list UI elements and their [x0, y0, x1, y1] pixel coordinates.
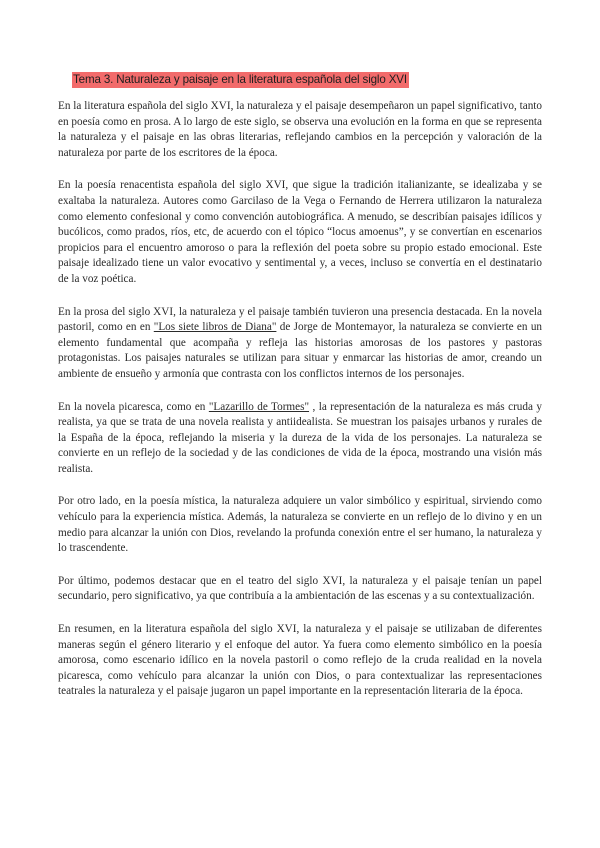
- paragraph-summary: En resumen, en la literatura española del siglo XVI, la naturaleza y el paisaje se utilizaban de diferentes maneras según el género literario y el enfoque del autor. Ya fuera como elemento simbólico en la poesía amorosa, como escenario idílico en la novela pastoril o como reflejo de la cruda realidad en la novela picaresca, como vehículo para alcanzar la unión con Dios, o para contextualizar las representaciones teatrales la naturaleza y el paisaje jugaron un papel importante en la representación literaria de la época.: [58, 623, 542, 698]
- paragraph-renaissance-poetry: En la poesía renacentista española del siglo XVI, que sigue la tradición italianizante, se idealizaba y se exaltaba la naturaleza. Autores como Garcilaso de la Vega o Fernando de Herrera utilizaron la naturaleza como elemento confesional y como convención autobiográfica. A menudo, se describían paisajes idílicos y bucólicos, como prados, ríos, etc, de acuerdo con el tópico “locus amoenus”, y se convertían en escenarios propicios para el encuentro amoroso o para la reflexión del poeta sobre su propio estado emocional. Este paisaje idealizado tiene un valor evocativo y sentimental y, a veces, incluso se convertía en el destinatario de la voz poética.: [58, 179, 542, 285]
- paragraph-picaresque-novel: [58, 400, 542, 478]
- paragraph-mystic-poetry: Por otro lado, en la poesía mística, la naturaleza adquiere un valor simbólico y espiritual, sirviendo como vehículo para la experiencia mística. Además, la naturaleza se convierte en un reflejo de lo divino y en un medio para alcanzar la unión con Dios, revelando la profunda conexión entre el ser humano, la naturaleza y lo trascendente.: [58, 495, 542, 555]
- lazarillo-book-reference: "Lazarillo de Tormes": [208, 400, 310, 413]
- pastoral-text-after: de Jorge de Montemayor, la naturaleza se convierte en un elemento fundamental que acompaña y refleja las historias amorosas de los pastores y pastoras protagonistas. Los paisajes naturales se utilizan para situar y enmarcar las historias de amor, creando un ambiente de ensueño y armonía que contrasta con los conflictos internos de los personajes.: [58, 321, 543, 380]
- diana-book-reference: "Los siete libros de Diana": [153, 321, 277, 334]
- document-body: [58, 99, 542, 700]
- pastoral-text-before: En la prosa del siglo XVI, la naturaleza y el paisaje también tuvieron una presencia destacada. En la novela pastoril, como en en: [58, 305, 542, 334]
- paragraph-theatre: Por último, podemos destacar que en el teatro del siglo XVI, la naturaleza y el paisaje tenían un papel secundario, pero significativo, ya que contribuía a la ambientación de las escenas y a su contextualización.: [58, 574, 542, 603]
- picaresque-text-after: , la representación de la naturaleza es más cruda y realista, ya que se trata de una novela realista y antiidealista. Se muestran los paisajes urbanos y rurales de la España de la época, reflejando la miseria y la dureza de la vida de los personajes. La naturaleza se convierte en un reflejo de la sociedad y de las condiciones de vida de la época, mostrando una visión más realista.: [58, 400, 542, 475]
- paragraph-pastoral-novel: [58, 305, 542, 383]
- picaresque-text-before: En la novela picaresca, como en: [58, 400, 209, 413]
- paragraph-introduction: En la literatura española del siglo XVI, la naturaleza y el paisaje desempeñaron un papel significativo, tanto en poesía como en prosa. A lo largo de este siglo, se observa una evolución en la forma en que se representa la naturaleza y el paisaje en las obras literarias, reflejando cambios en la percepción y valoración de la naturaleza por parte de los escritores de la época.: [58, 100, 542, 159]
- document-title: Tema 3. Naturaleza y paisaje en la literatura española del siglo XVI: [73, 73, 407, 86]
